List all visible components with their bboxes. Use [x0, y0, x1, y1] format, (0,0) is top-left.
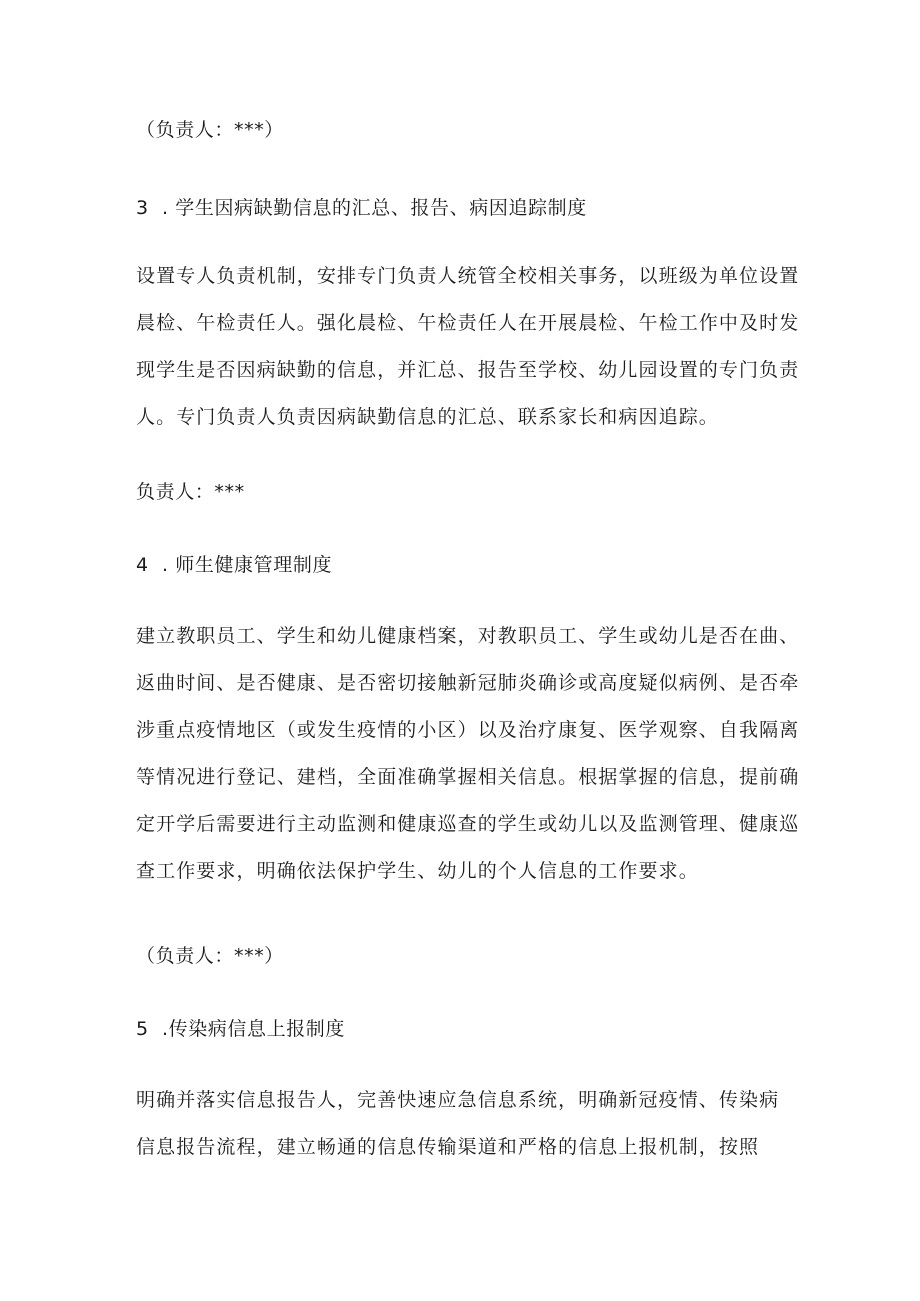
paragraph-line: 人。专门负责人负责因病缺勤信息的汇总、联系家长和病因追踪。 [136, 406, 719, 428]
paragraph-line: 信息报告流程，建立畅通的信息传输渠道和严格的信息上报机制，按照 [136, 1136, 760, 1158]
paragraph-line: 晨检、午检责任人。强化晨检、午检责任人在开展晨检、午检工作中及时发 [136, 312, 800, 334]
paragraph-line: 现学生是否因病缺勤的信息，并汇总、报告至学校、幼儿园设置的专门负责 [136, 359, 800, 381]
paragraph-line: 设置专人负责机制，安排专门负责人统管全校相关事务，以班级为单位设置 [136, 265, 800, 287]
responsible-person-note: 负责人：*** [136, 481, 245, 503]
responsible-person-note: （负责人：***） [136, 119, 284, 141]
section-heading-4: 4 . 师生健康管理制度 [136, 554, 333, 576]
paragraph-line: 明确并落实信息报告人，完善快速应急信息系统，明确新冠疫情、传染病 [136, 1089, 780, 1111]
paragraph-line: 建立教职员工、学生和幼儿健康档案，对教职员工、学生或幼儿是否在曲、 [136, 625, 800, 647]
paragraph-line: 等情况进行登记、建档，全面准确掌握相关信息。根据掌握的信息，提前确 [136, 766, 800, 788]
paragraph-line: 定开学后需要进行主动监测和健康巡查的学生或幼儿以及监测管理、健康巡 [136, 813, 800, 835]
section-heading-3: 3 . 学生因病缺勤信息的汇总、报告、病因追踪制度 [136, 197, 587, 219]
responsible-person-note: （负责人：***） [136, 945, 284, 967]
section-heading-5: 5 .传染病信息上报制度 [136, 1018, 346, 1040]
paragraph-line: 涉重点疫情地区（或发生疫情的小区）以及治疗康复、医学观察、自我隔离 [136, 719, 800, 741]
paragraph-line: 查工作要求，明确依法保护学生、幼儿的个人信息的工作要求。 [136, 860, 699, 882]
paragraph-line: 返曲时间、是否健康、是否密切接触新冠肺炎确诊或高度疑似病例、是否牵 [136, 672, 800, 694]
